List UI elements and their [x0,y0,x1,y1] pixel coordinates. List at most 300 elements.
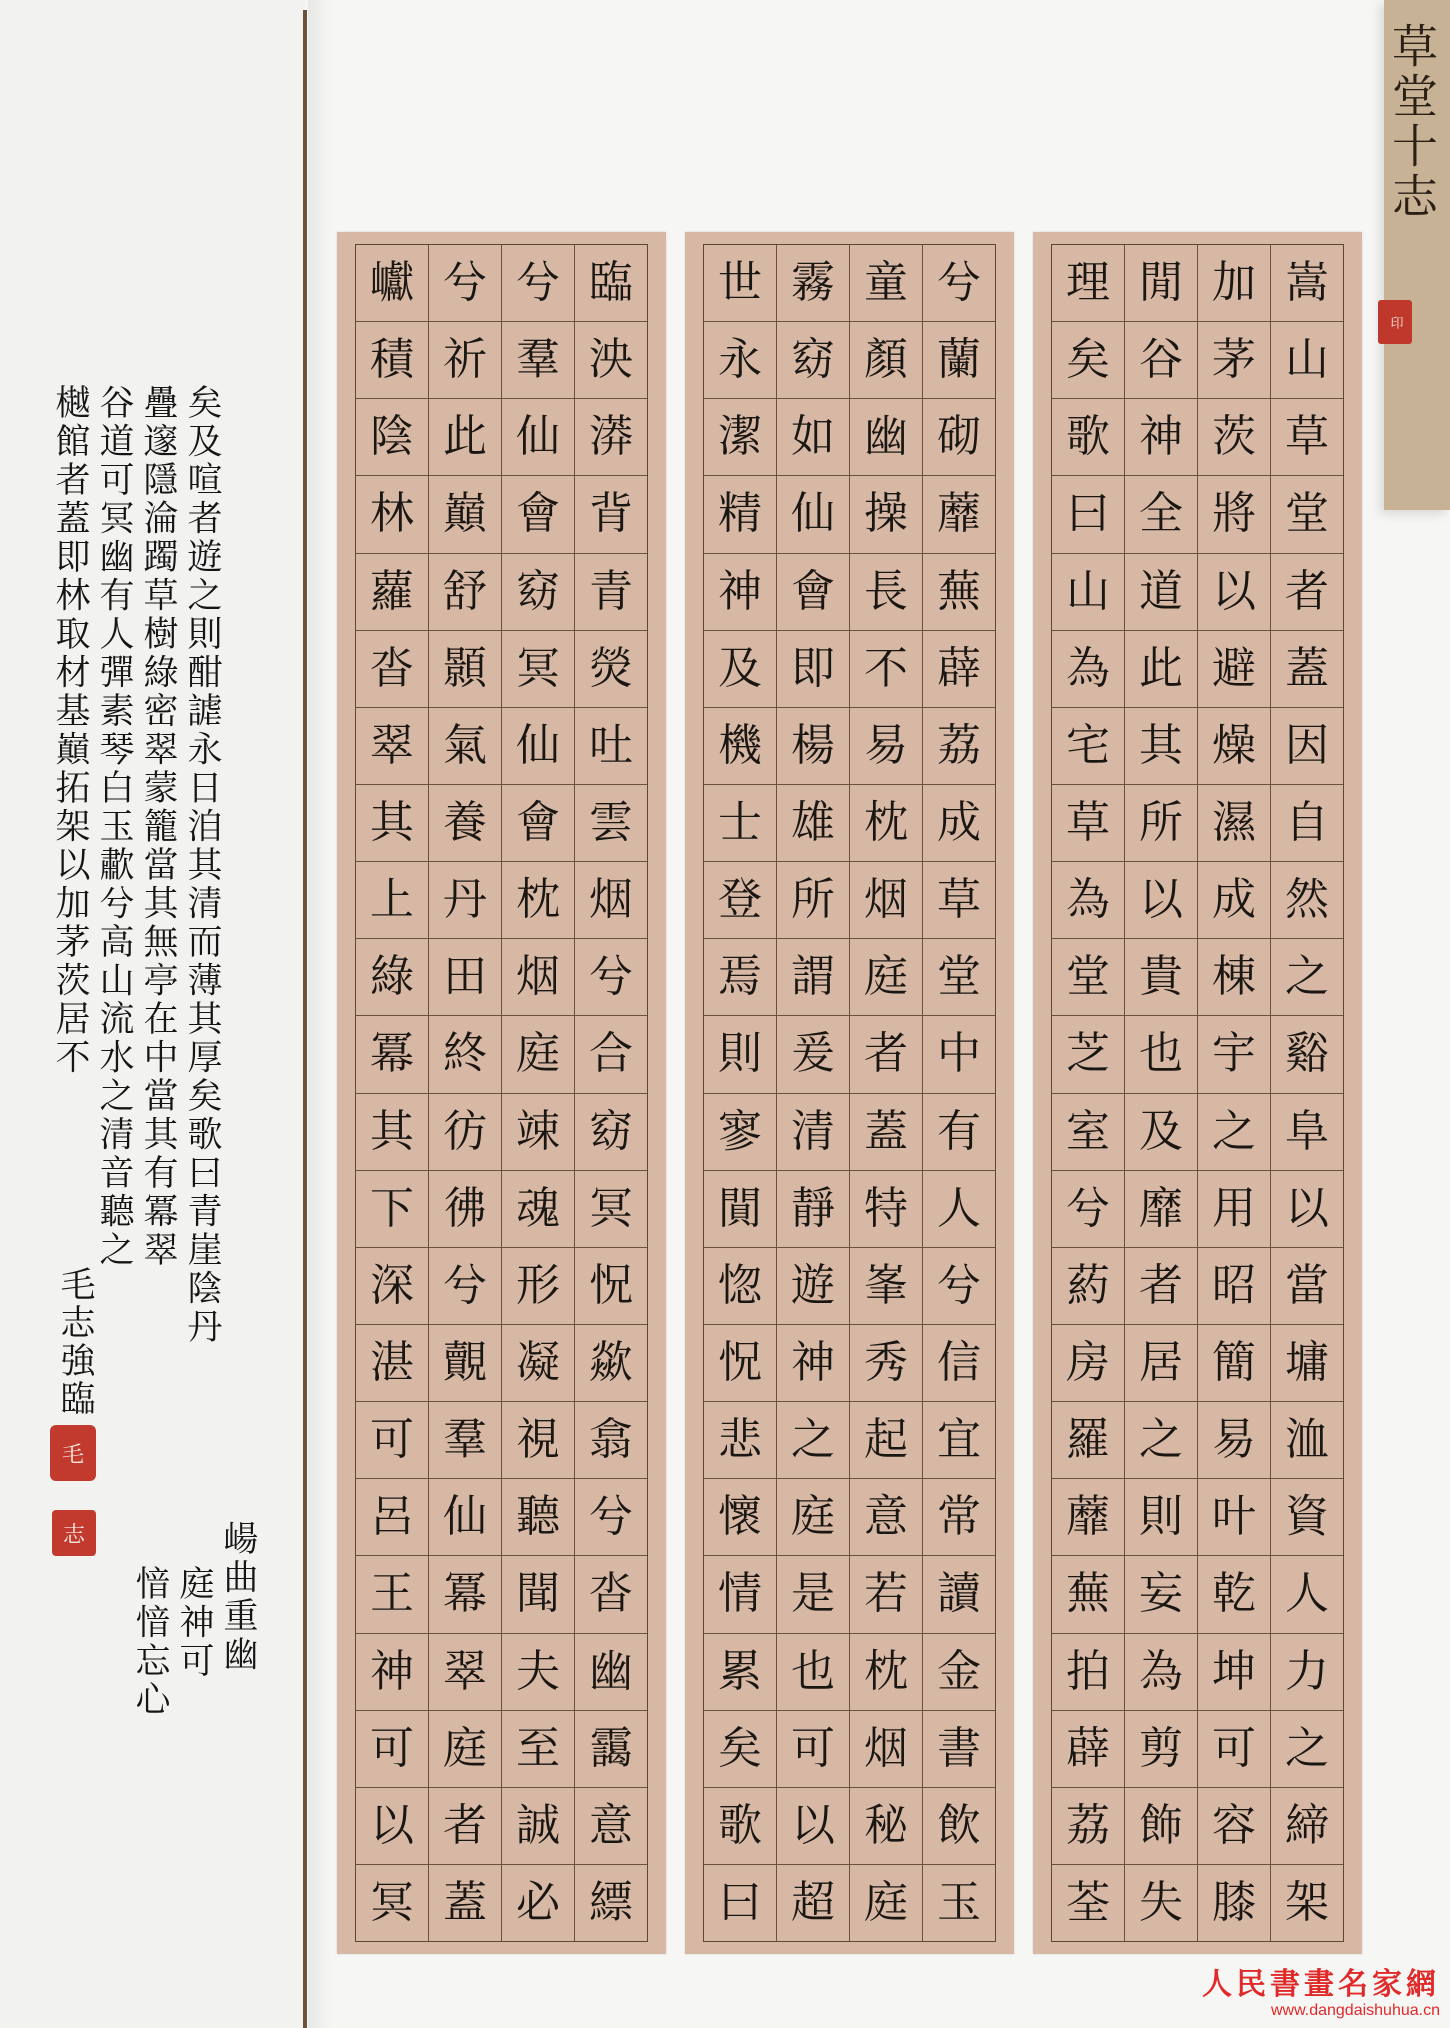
grid-cell: 彿 [429,1171,501,1248]
grid-cell: 為 [1052,631,1124,708]
grid-cell: 叶 [1198,1479,1270,1556]
grid-cell: 信 [923,1325,995,1402]
grid-cell: 即 [777,631,849,708]
grid-cell: 翠 [429,1634,501,1711]
grid-cell: 兮 [429,1248,501,1325]
grid-cell: 遊 [777,1248,849,1325]
grid-cell: 成 [923,785,995,862]
grid-cell: 呂 [356,1479,428,1556]
grid-cell: 書 [923,1711,995,1788]
inscription-column: 矣及喧者遊之則酣謔永日洎其清而薄其厚矣歌曰青崖陰丹 [182,384,222,1347]
grid-cell: 雄 [777,785,849,862]
grid-cell: 堂 [1052,939,1124,1016]
grid-cell: 峯 [850,1248,922,1325]
grid-cell: 情 [704,1556,776,1633]
grid-cell: 簡 [1198,1325,1270,1402]
grid-cell: 幽 [575,1634,647,1711]
grid-strip-3 [355,244,648,1942]
grid-cell: 以 [777,1788,849,1865]
grid-cell: 楊 [777,708,849,785]
grid-cell: 悲 [704,1402,776,1479]
grid-cell: 士 [704,785,776,862]
grid-cell: 葯 [1052,1248,1124,1325]
text-column [428,245,501,1941]
grid-cell: 者 [429,1788,501,1865]
grid-cell: 者 [1125,1248,1197,1325]
grid-cell: 必 [516,1877,560,1929]
grid-cell: 及 [1125,1094,1197,1171]
grid-cell: 有 [923,1094,995,1171]
grid-cell: 陰 [356,399,428,476]
text-column [501,245,574,1941]
grid-cell: 曰 [718,1877,762,1929]
grid-cell: 秘 [850,1788,922,1865]
artist-signature: 毛志強臨 [55,1266,95,1418]
grid-cell: 飲 [923,1788,995,1865]
grid-cell: 將 [1198,476,1270,553]
grid-cell: 聽 [502,1479,574,1556]
grid-cell: 全 [1125,476,1197,553]
grid-cell: 冪 [429,1556,501,1633]
grid-cell: 惚 [704,1248,776,1325]
grid-cell: 世 [704,245,776,322]
grid-cell: 清 [777,1094,849,1171]
text-column [1052,245,1124,1941]
grid-cell: 締 [1271,1788,1343,1865]
grid-cell: 聞 [502,1556,574,1633]
artist-seal: 志 [52,1510,96,1556]
grid-cell: 枕 [502,862,574,939]
grid-cell: 可 [356,1711,428,1788]
grid-cell: 草 [923,862,995,939]
inscription-tail: 愔愔忘心 [130,1565,170,1719]
text-column [574,245,647,1941]
grid-cell: 氣 [429,708,501,785]
text-column [776,245,849,1941]
calligraphy-strip-2 [685,232,1014,1954]
grid-cell: 棟 [1198,939,1270,1016]
grid-cell: 烟 [850,1711,922,1788]
grid-cell: 長 [850,554,922,631]
grid-cell: 靜 [777,1171,849,1248]
grid-cell: 草 [1271,399,1343,476]
grid-cell: 然 [1271,862,1343,939]
grid-cell: 背 [575,476,647,553]
title-tab [1384,0,1450,510]
grid-cell: 薜 [923,631,995,708]
grid-cell: 蓋 [1271,631,1343,708]
grid-cell: 庭 [850,939,922,1016]
grid-cell: 蘿 [356,554,428,631]
grid-cell: 谿 [1271,1016,1343,1093]
grid-cell: 會 [502,476,574,553]
grid-cell: 可 [356,1402,428,1479]
grid-cell: 意 [850,1479,922,1556]
grid-cell: 魂 [502,1171,574,1248]
grid-cell: 昭 [1198,1248,1270,1325]
grid-cell: 以 [356,1788,428,1865]
grid-strip-1 [1051,244,1344,1942]
grid-cell: 機 [704,708,776,785]
grid-cell: 也 [777,1634,849,1711]
grid-cell: 操 [850,476,922,553]
grid-cell: 歘 [575,1325,647,1402]
grid-cell: 者 [1271,554,1343,631]
grid-cell: 失 [1139,1877,1183,1929]
grid-cell: 架 [1285,1877,1329,1929]
grid-cell: 靄 [575,1711,647,1788]
grid-cell: 因 [1271,708,1343,785]
grid-cell: 神 [777,1325,849,1402]
grid-cell: 拍 [1052,1634,1124,1711]
grid-cell: 仙 [502,708,574,785]
grid-cell: 容 [1198,1788,1270,1865]
grid-cell: 冥 [502,631,574,708]
grid-cell: 蘼 [923,476,995,553]
grid-cell: 蓋 [850,1094,922,1171]
grid-cell: 之 [1271,1711,1343,1788]
grid-cell: 當 [1271,1248,1343,1325]
text-column [704,245,776,1941]
grid-cell: 兮 [923,245,995,322]
grid-cell: 泱 [575,322,647,399]
grid-cell: 茅 [1198,322,1270,399]
grid-cell: 養 [429,785,501,862]
grid-cell: 兮 [575,939,647,1016]
grid-cell: 谷 [1125,322,1197,399]
grid-cell: 謂 [777,939,849,1016]
grid-cell: 蘭 [923,322,995,399]
grid-cell: 之 [1198,1094,1270,1171]
grid-cell: 金 [923,1634,995,1711]
grid-cell: 閴 [704,1171,776,1248]
grid-cell: 墉 [1271,1325,1343,1402]
grid-cell: 蓋 [443,1877,487,1929]
inscription-column: 谷道可冥幽有人彈素琴白玉歗兮高山流水之清音聽之 [94,384,134,1270]
grid-cell: 枕 [850,785,922,862]
grid-cell: 王 [356,1556,428,1633]
work-title: 草堂十志 [1385,22,1439,222]
artist-seal: 毛 [50,1425,96,1481]
grid-cell: 薜 [1052,1711,1124,1788]
grid-cell: 縹 [589,1877,633,1929]
grid-strip-2 [703,244,996,1942]
text-column [922,245,995,1941]
grid-cell: 神 [704,554,776,631]
grid-cell: 起 [850,1402,922,1479]
grid-cell: 丹 [429,862,501,939]
text-column [356,245,428,1941]
grid-cell: 剪 [1125,1711,1197,1788]
grid-cell: 山 [1271,322,1343,399]
grid-cell: 怳 [704,1325,776,1402]
grid-cell: 以 [1125,862,1197,939]
grid-cell: 熒 [575,631,647,708]
grid-cell: 神 [1125,399,1197,476]
grid-cell: 兮 [502,245,574,322]
grid-cell: 臨 [575,245,647,322]
grid-cell: 砌 [923,399,995,476]
grid-cell: 沓 [356,631,428,708]
grid-cell: 至 [502,1711,574,1788]
grid-cell: 怳 [575,1248,647,1325]
inscription-tail: 庭神可 [174,1565,214,1681]
inscription-tail: 崵曲重幽 [218,1520,258,1674]
grid-cell: 終 [429,1016,501,1093]
grid-cell: 凝 [502,1325,574,1402]
grid-cell: 祈 [429,322,501,399]
grid-cell: 洫 [1271,1402,1343,1479]
grid-cell: 之 [777,1402,849,1479]
grid-cell: 曰 [1052,476,1124,553]
grid-cell: 人 [1271,1556,1343,1633]
grid-cell: 則 [1125,1479,1197,1556]
grid-cell: 兮 [1052,1171,1124,1248]
grid-cell: 窈 [502,554,574,631]
grid-cell: 庭 [777,1479,849,1556]
grid-cell: 之 [1125,1402,1197,1479]
grid-cell: 幽 [850,399,922,476]
grid-cell: 庭 [864,1877,908,1929]
grid-cell: 芝 [1052,1016,1124,1093]
grid-cell: 庭 [502,1016,574,1093]
grid-cell: 吐 [575,708,647,785]
grid-cell: 積 [356,322,428,399]
grid-cell: 用 [1198,1171,1270,1248]
grid-cell: 兮 [923,1248,995,1325]
grid-cell: 宜 [923,1402,995,1479]
grid-cell: 顥 [429,631,501,708]
grid-cell: 堂 [1271,476,1343,553]
text-column [1124,245,1197,1941]
grid-cell: 所 [777,862,849,939]
grid-cell: 此 [1125,631,1197,708]
grid-cell: 烟 [850,862,922,939]
grid-cell: 道 [1125,554,1197,631]
grid-cell: 其 [356,1094,428,1171]
grid-cell: 如 [777,399,849,476]
grid-cell: 易 [850,708,922,785]
grid-cell: 誠 [502,1788,574,1865]
grid-cell: 超 [791,1877,835,1929]
grid-cell: 兮 [429,245,501,322]
grid-cell: 理 [1052,245,1124,322]
grid-cell: 庭 [429,1711,501,1788]
grid-cell: 其 [1125,708,1197,785]
grid-cell: 力 [1271,1634,1343,1711]
grid-cell: 窈 [575,1094,647,1171]
grid-cell: 上 [356,862,428,939]
grid-cell: 合 [575,1016,647,1093]
grid-cell: 冪 [356,1016,428,1093]
fold-shadow [308,0,332,2028]
grid-cell: 仙 [777,476,849,553]
grid-cell: 矣 [1052,322,1124,399]
grid-cell: 宅 [1052,708,1124,785]
grid-cell: 宇 [1198,1016,1270,1093]
grid-cell: 室 [1052,1094,1124,1171]
grid-cell: 覿 [429,1325,501,1402]
grid-cell: 常 [923,1479,995,1556]
grid-cell: 意 [575,1788,647,1865]
grid-cell: 形 [502,1248,574,1325]
grid-cell: 以 [1271,1171,1343,1248]
grid-cell: 荃 [1066,1877,1110,1929]
grid-cell: 膝 [1212,1877,1256,1929]
grid-cell: 坤 [1198,1634,1270,1711]
watermark-name: 人民書畫名家網 [1202,1968,1440,2001]
grid-cell: 人 [923,1171,995,1248]
grid-cell: 林 [356,476,428,553]
grid-cell: 燥 [1198,708,1270,785]
grid-cell: 仙 [502,399,574,476]
grid-cell: 不 [850,631,922,708]
grid-cell: 貴 [1125,939,1197,1016]
grid-cell: 山 [1052,554,1124,631]
grid-cell: 神 [356,1634,428,1711]
grid-cell: 房 [1052,1325,1124,1402]
grid-cell: 可 [777,1711,849,1788]
grid-cell: 則 [704,1016,776,1093]
page-spine [303,10,307,2028]
grid-cell: 綠 [356,939,428,1016]
grid-cell: 資 [1271,1479,1343,1556]
grid-cell: 此 [429,399,501,476]
grid-cell: 冥 [575,1171,647,1248]
grid-cell: 青 [575,554,647,631]
grid-cell: 焉 [704,939,776,1016]
grid-cell: 為 [1052,862,1124,939]
grid-cell: 閒 [1125,245,1197,322]
grid-cell: 阜 [1271,1094,1343,1171]
grid-cell: 秀 [850,1325,922,1402]
grid-cell: 荔 [1052,1788,1124,1865]
grid-cell: 登 [704,862,776,939]
grid-cell: 成 [1198,862,1270,939]
watermark-url[interactable]: www.dangdaishuhua.cn [1270,2002,1440,2019]
grid-cell: 為 [1125,1634,1197,1711]
inscription-column: 樾館者蓋即林取材基巔拓架以加茅茨居不 [50,384,90,1077]
inscription-column: 疊邃隱淪躅草樹綠密翠蒙籠當其無亭在中當其有冪翠 [138,384,178,1270]
grid-cell: 加 [1198,245,1270,322]
grid-cell: 冥 [370,1877,414,1929]
grid-cell: 以 [1198,554,1270,631]
grid-cell: 窈 [777,322,849,399]
text-column [1270,245,1343,1941]
grid-cell: 羅 [1052,1402,1124,1479]
grid-cell: 濕 [1198,785,1270,862]
grid-cell: 蕪 [923,554,995,631]
text-column [1197,245,1270,1941]
grid-cell: 其 [356,785,428,862]
calligraphy-strip-1 [1033,232,1362,1954]
grid-cell: 仙 [429,1479,501,1556]
grid-cell: 巔 [429,476,501,553]
grid-cell: 蘼 [1052,1479,1124,1556]
grid-cell: 避 [1198,631,1270,708]
grid-cell: 歌 [1052,399,1124,476]
grid-cell: 自 [1271,785,1343,862]
grid-cell: 靡 [1125,1171,1197,1248]
grid-cell: 中 [923,1016,995,1093]
grid-cell: 永 [704,322,776,399]
grid-cell: 田 [429,939,501,1016]
grid-cell: 湛 [356,1325,428,1402]
grid-cell: 下 [356,1171,428,1248]
grid-cell: 妄 [1125,1556,1197,1633]
grid-cell: 漭 [575,399,647,476]
grid-cell: 草 [1052,785,1124,862]
grid-cell: 是 [777,1556,849,1633]
text-column [849,245,922,1941]
grid-cell: 顏 [850,322,922,399]
grid-cell: 夫 [502,1634,574,1711]
grid-cell: 會 [777,554,849,631]
grid-cell: 舒 [429,554,501,631]
grid-cell: 兮 [575,1479,647,1556]
grid-cell: 懷 [704,1479,776,1556]
grid-cell: 者 [850,1016,922,1093]
grid-cell: 之 [1271,939,1343,1016]
grid-cell: 爰 [777,1016,849,1093]
grid-cell: 乾 [1198,1556,1270,1633]
grid-cell: 歌 [704,1788,776,1865]
grid-cell: 居 [1125,1325,1197,1402]
title-seal: 印 [1378,300,1412,344]
grid-cell: 及 [704,631,776,708]
grid-cell: 沓 [575,1556,647,1633]
grid-cell: 羣 [429,1402,501,1479]
grid-cell: 蕪 [1052,1556,1124,1633]
grid-cell: 翕 [575,1402,647,1479]
grid-cell: 潔 [704,399,776,476]
grid-cell: 視 [502,1402,574,1479]
grid-cell: 烟 [575,862,647,939]
grid-cell: 若 [850,1556,922,1633]
grid-cell: 飾 [1125,1788,1197,1865]
grid-cell: 矣 [704,1711,776,1788]
grid-cell: 寥 [704,1094,776,1171]
grid-cell: 彷 [429,1094,501,1171]
grid-cell: 累 [704,1634,776,1711]
grid-cell: 嵩 [1271,245,1343,322]
grid-cell: 翠 [356,708,428,785]
grid-cell: 茨 [1198,399,1270,476]
grid-cell: 可 [1198,1711,1270,1788]
grid-cell: 會 [502,785,574,862]
grid-cell: 巘 [356,245,428,322]
grid-cell: 霧 [777,245,849,322]
grid-cell: 烟 [502,939,574,1016]
calligraphy-strip-3 [337,232,666,1954]
grid-cell: 荔 [923,708,995,785]
grid-cell: 易 [1198,1402,1270,1479]
grid-cell: 竦 [502,1094,574,1171]
grid-cell: 雲 [575,785,647,862]
grid-cell: 也 [1125,1016,1197,1093]
grid-cell: 所 [1125,785,1197,862]
grid-cell: 堂 [923,939,995,1016]
grid-cell: 童 [850,245,922,322]
grid-cell: 特 [850,1171,922,1248]
grid-cell: 精 [704,476,776,553]
grid-cell: 羣 [502,322,574,399]
grid-cell: 玉 [937,1877,981,1929]
grid-cell: 深 [356,1248,428,1325]
site-watermark[interactable] [1202,1968,1440,2020]
grid-cell: 讀 [923,1556,995,1633]
grid-cell: 枕 [850,1634,922,1711]
